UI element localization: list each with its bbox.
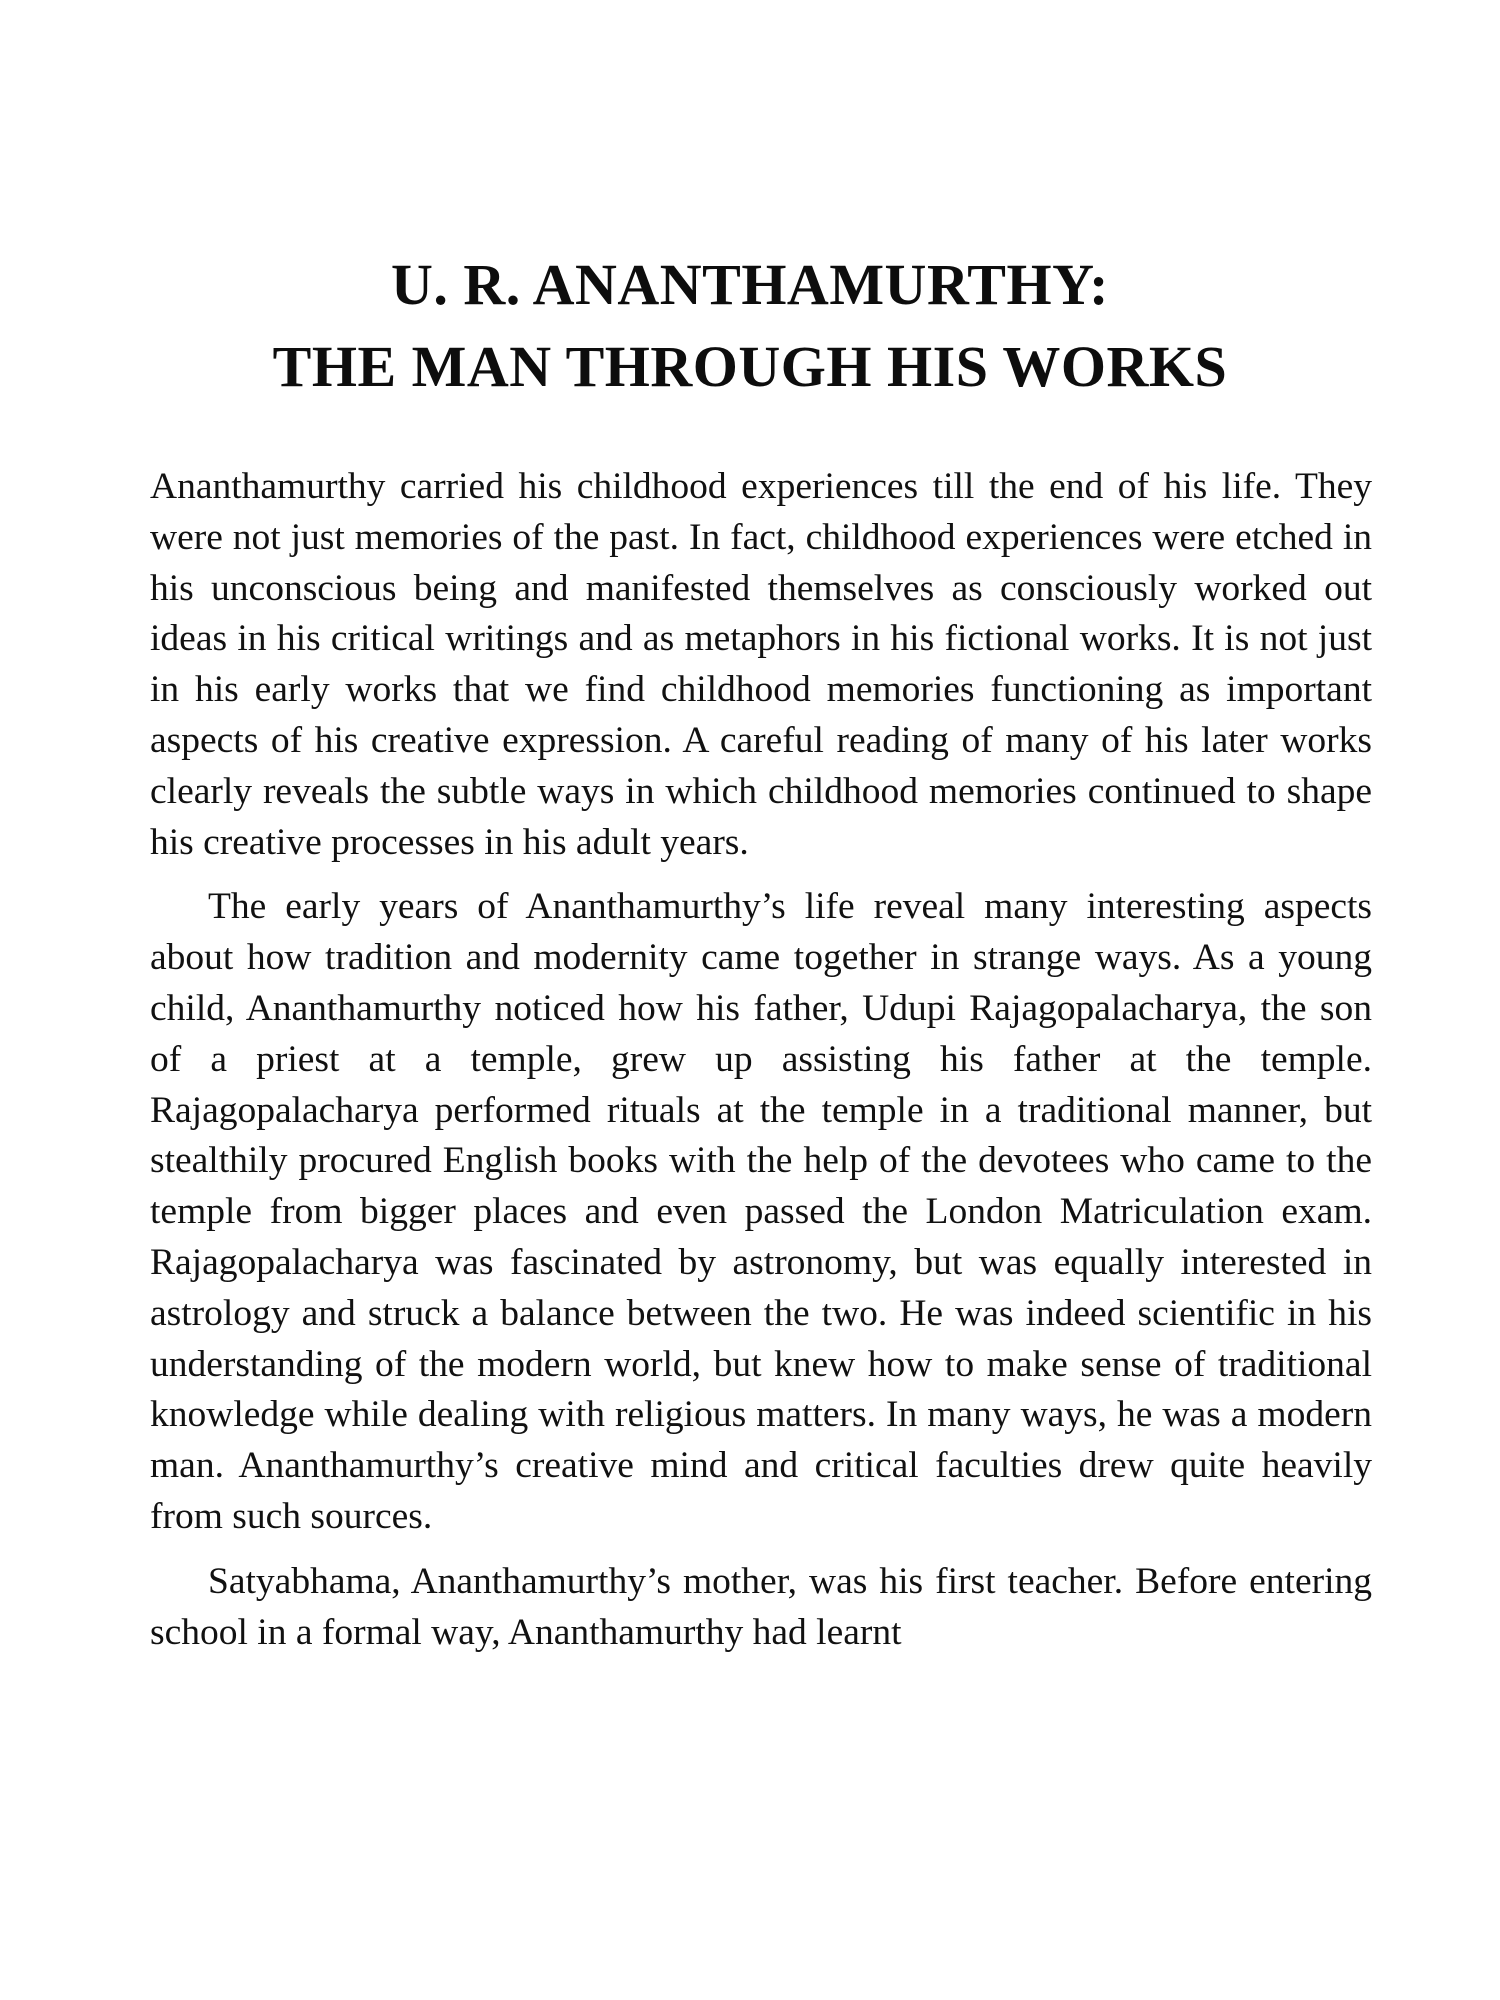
paragraph-2: The early years of Ananthamurthy’s life reveal many interesting aspects about how tradition and modernity came together in strange ways. As a young child, Ananthamurthy noticed how his father, Udupi Rajagopalacharya, the son of a priest at a temple, grew up assisting his father at the temple. Rajagopalacharya performed rituals at the temple in a traditional manner, but stealthily procured English books with the help of the devotees who came to the temple from bigger places and even passed the London Matriculation exam. Rajagopalacharya was fascinated by astronomy, but was equally interested in astrology and struck a balance between the two. He was indeed scientific in his understanding of the modern world, but knew how to make sense of traditional knowledge while dealing with religious matters. In many ways, he was a modern man. Ananthamurthy’s creative mind and critical faculties drew quite heavily from such sources. bbox=[150, 886, 1372, 1537]
paragraph-3: Satyabhama, Ananthamurthy’s mother, was his first teacher. Before entering school in a formal way, Ananthamurthy had learnt bbox=[150, 1560, 1372, 1653]
body-text bbox=[150, 462, 1372, 1672]
chapter-title-line-1: U. R. ANANTHAMURTHY: bbox=[391, 251, 1109, 317]
paragraph-1: Ananthamurthy carried his childhood experiences till the end of his life. They were not just memories of the past. In fact, childhood experiences were etched in his unconscious being and manifested themselves as consciously worked out ideas in his critical writings and as metaphors in his fictional works. It is not just in his early works that we find childhood memories functioning as important aspects of his creative expression. A careful reading of many of his later works clearly reveals the subtle ways in which childhood memories continued to shape his creative processes in his adult years. bbox=[150, 466, 1372, 863]
chapter-title-line-2: THE MAN THROUGH HIS WORKS bbox=[272, 333, 1228, 399]
chapter-title bbox=[150, 244, 1350, 408]
